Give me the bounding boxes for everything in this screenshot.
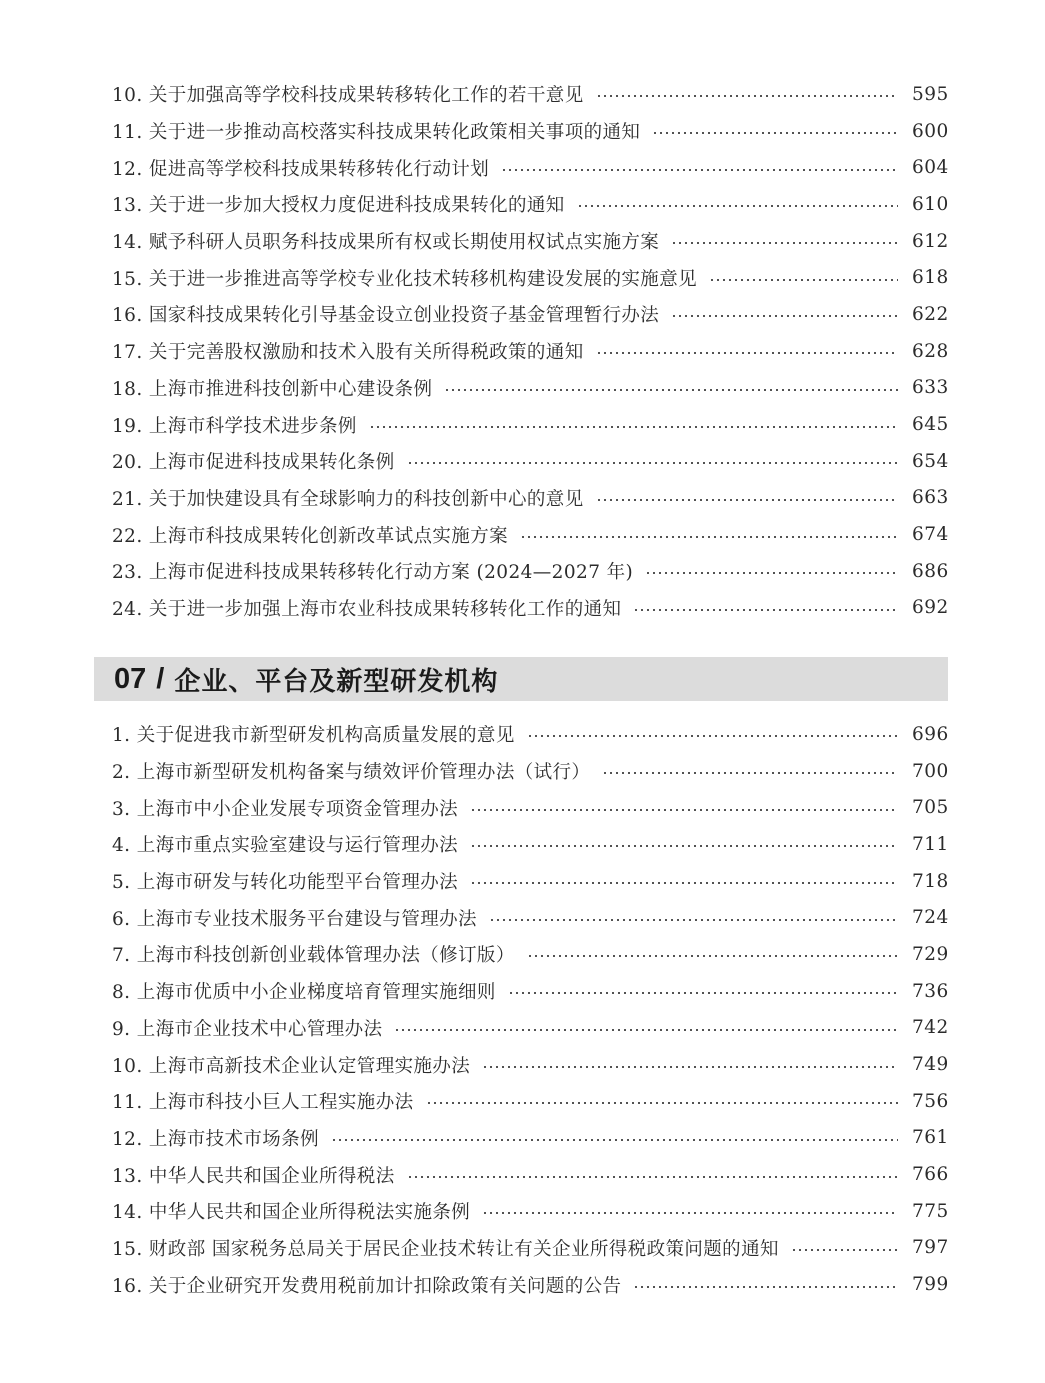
toc-entry-title: 3. 上海市中小企业发展专项资金管理办法	[112, 798, 459, 820]
toc-entry-title: 21. 关于加快建设具有全球影响力的科技创新中心的意见	[112, 488, 584, 510]
toc-entry-page: 654	[912, 450, 949, 472]
toc-entry[interactable]	[112, 789, 948, 826]
toc-entry[interactable]	[112, 443, 948, 480]
toc-entry-page: 775	[912, 1200, 949, 1222]
dot-leader	[645, 572, 898, 574]
dot-leader	[394, 1029, 898, 1031]
toc-entry-title: 12. 促进高等学校科技成果转移转化行动计划	[112, 158, 490, 180]
dot-leader	[407, 1176, 898, 1178]
toc-entry[interactable]	[112, 753, 948, 790]
toc-entry-title: 14. 赋予科研人员职务科技成果所有权或长期使用权试点实施方案	[112, 232, 660, 254]
toc-entry[interactable]	[112, 716, 948, 753]
toc-entry[interactable]	[112, 1230, 948, 1267]
toc-entry-page: 736	[912, 980, 949, 1002]
toc-entry-page: 729	[912, 943, 949, 965]
toc-entry-title: 15. 财政部 国家税务总局关于居民企业技术转让有关企业所得税政策问题的通知	[112, 1238, 779, 1260]
toc-entry-page: 742	[912, 1017, 949, 1039]
toc-entry-title: 16. 国家科技成果转化引导基金设立创业投资子基金管理暂行办法	[112, 305, 660, 327]
toc-entry-page: 797	[912, 1237, 949, 1259]
toc-entry-title: 14. 中华人民共和国企业所得税法实施条例	[112, 1202, 471, 1224]
toc-entry-title: 23. 上海市促进科技成果转移转化行动方案 (2024—2027 年)	[112, 562, 634, 584]
toc-entry-title: 16. 关于企业研究开发费用税前加计扣除政策有关问题的公告	[112, 1275, 622, 1297]
dot-leader	[596, 95, 898, 97]
dot-leader	[470, 809, 898, 811]
dot-leader	[426, 1102, 898, 1104]
toc-entry-title: 24. 关于进一步加强上海市农业科技成果转移转化工作的通知	[112, 598, 622, 620]
section-header[interactable]	[94, 657, 948, 701]
toc-entry-page: 686	[912, 560, 949, 582]
dot-leader	[482, 1212, 898, 1214]
toc-entry-page: 674	[912, 524, 949, 546]
dot-leader	[489, 919, 898, 921]
toc-entry[interactable]	[112, 973, 948, 1010]
toc-entry-page: 604	[912, 157, 949, 179]
dot-leader	[501, 169, 898, 171]
toc-entry[interactable]	[112, 113, 948, 150]
toc-entry-page: 692	[912, 597, 949, 619]
toc-entry-title: 10. 关于加强高等学校科技成果转移转化工作的若干意见	[112, 85, 584, 107]
toc-entry[interactable]	[112, 296, 948, 333]
toc-entry-title: 10. 上海市高新技术企业认定管理实施办法	[112, 1055, 471, 1077]
toc-entry-title: 11. 上海市科技小巨人工程实施办法	[112, 1092, 414, 1114]
toc-entry-page: 600	[912, 120, 949, 142]
toc-list-section-07	[112, 716, 948, 1303]
toc-entry[interactable]	[112, 1193, 948, 1230]
toc-entry-title: 5. 上海市研发与转化功能型平台管理办法	[112, 872, 459, 894]
toc-entry[interactable]	[112, 406, 948, 443]
dot-leader	[596, 352, 898, 354]
toc-entry-page: 628	[912, 340, 949, 362]
toc-entry-title: 7. 上海市科技创新创业载体管理办法（修订版）	[112, 945, 515, 967]
toc-entry-title: 4. 上海市重点实验室建设与运行管理办法	[112, 835, 459, 857]
toc-entry[interactable]	[112, 863, 948, 900]
dot-leader	[596, 499, 898, 501]
toc-entry[interactable]	[112, 76, 948, 113]
dot-leader	[671, 315, 898, 317]
toc-entry-title: 18. 上海市推进科技创新中心建设条例	[112, 378, 433, 400]
section-divider-slash: /	[156, 662, 165, 695]
dot-leader	[369, 426, 898, 428]
toc-entry-page: 612	[912, 230, 949, 252]
toc-entry-title: 9. 上海市企业技术中心管理办法	[112, 1018, 383, 1040]
toc-entry-page: 595	[912, 83, 949, 105]
dot-leader	[633, 609, 898, 611]
dot-leader	[671, 242, 898, 244]
dot-leader	[520, 536, 898, 538]
toc-entry-page: 700	[912, 760, 949, 782]
dot-leader	[709, 279, 898, 281]
toc-entry-page: 749	[912, 1054, 949, 1076]
toc-entry-page: 724	[912, 907, 949, 929]
toc-entry-page: 766	[912, 1164, 949, 1186]
toc-entry-page: 718	[912, 870, 949, 892]
dot-leader	[652, 132, 898, 134]
dot-leader	[602, 772, 898, 774]
dot-leader	[508, 992, 898, 994]
dot-leader	[527, 955, 898, 957]
toc-entry[interactable]	[112, 1266, 948, 1303]
dot-leader	[444, 389, 898, 391]
dot-leader	[470, 882, 898, 884]
section-number: 07	[114, 662, 147, 695]
dot-leader	[331, 1139, 898, 1141]
toc-entry-page: 618	[912, 267, 949, 289]
toc-entry[interactable]	[112, 1010, 948, 1047]
dot-leader	[482, 1066, 898, 1068]
toc-entry-title: 11. 关于进一步推动高校落实科技成果转化政策相关事项的通知	[112, 122, 641, 144]
toc-entry[interactable]	[112, 936, 948, 973]
toc-entry[interactable]	[112, 223, 948, 260]
toc-entry-title: 12. 上海市技术市场条例	[112, 1128, 320, 1150]
dot-leader	[407, 462, 898, 464]
toc-entry[interactable]	[112, 826, 948, 863]
toc-entry-title: 19. 上海市科学技术进步条例	[112, 415, 357, 437]
toc-entry-page: 705	[912, 797, 949, 819]
toc-entry-page: 622	[912, 303, 949, 325]
dot-leader	[527, 735, 898, 737]
toc-entry-title: 8. 上海市优质中小企业梯度培育管理实施细则	[112, 982, 496, 1004]
toc-entry-page: 663	[912, 487, 949, 509]
section-title: 企业、平台及新型研发机构	[174, 666, 499, 697]
toc-entry[interactable]	[112, 333, 948, 370]
dot-leader	[577, 205, 898, 207]
toc-entry[interactable]	[112, 1046, 948, 1083]
toc-entry-page: 756	[912, 1090, 949, 1112]
toc-entry-title: 6. 上海市专业技术服务平台建设与管理办法	[112, 908, 477, 930]
toc-entry[interactable]	[112, 1120, 948, 1157]
toc-entry-title: 22. 上海市科技成果转化创新改革试点实施方案	[112, 525, 509, 547]
toc-entry[interactable]	[112, 899, 948, 936]
toc-entry[interactable]	[112, 186, 948, 223]
toc-entry[interactable]	[112, 516, 948, 553]
toc-entry-page: 696	[912, 723, 949, 745]
toc-entry[interactable]	[112, 370, 948, 407]
dot-leader	[470, 845, 898, 847]
toc-entry-page: 645	[912, 414, 949, 436]
toc-entry[interactable]	[112, 590, 948, 627]
toc-entry[interactable]	[112, 259, 948, 296]
toc-entry[interactable]	[112, 480, 948, 517]
toc-entry-page: 633	[912, 377, 949, 399]
toc-entry[interactable]	[112, 553, 948, 590]
toc-entry[interactable]	[112, 149, 948, 186]
toc-list-continued	[112, 76, 948, 626]
toc-entry[interactable]	[112, 1083, 948, 1120]
toc-entry-page: 799	[912, 1274, 949, 1296]
toc-entry-title: 2. 上海市新型研发机构备案与绩效评价管理办法（试行）	[112, 762, 591, 784]
dot-leader	[791, 1249, 898, 1251]
toc-entry-page: 610	[912, 193, 949, 215]
toc-entry-title: 15. 关于进一步推进高等学校专业化技术转移机构建设发展的实施意见	[112, 268, 698, 290]
toc-entry[interactable]	[112, 1156, 948, 1193]
toc-entry-page: 711	[912, 833, 949, 855]
toc-entry-title: 17. 关于完善股权激励和技术入股有关所得税政策的通知	[112, 342, 584, 364]
toc-entry-title: 1. 关于促进我市新型研发机构高质量发展的意见	[112, 725, 515, 747]
toc-entry-title: 13. 关于进一步加大授权力度促进科技成果转化的通知	[112, 195, 565, 217]
toc-entry-page: 761	[912, 1127, 949, 1149]
dot-leader	[633, 1286, 898, 1288]
toc-entry-title: 13. 中华人民共和国企业所得税法	[112, 1165, 395, 1187]
toc-entry-title: 20. 上海市促进科技成果转化条例	[112, 452, 395, 474]
